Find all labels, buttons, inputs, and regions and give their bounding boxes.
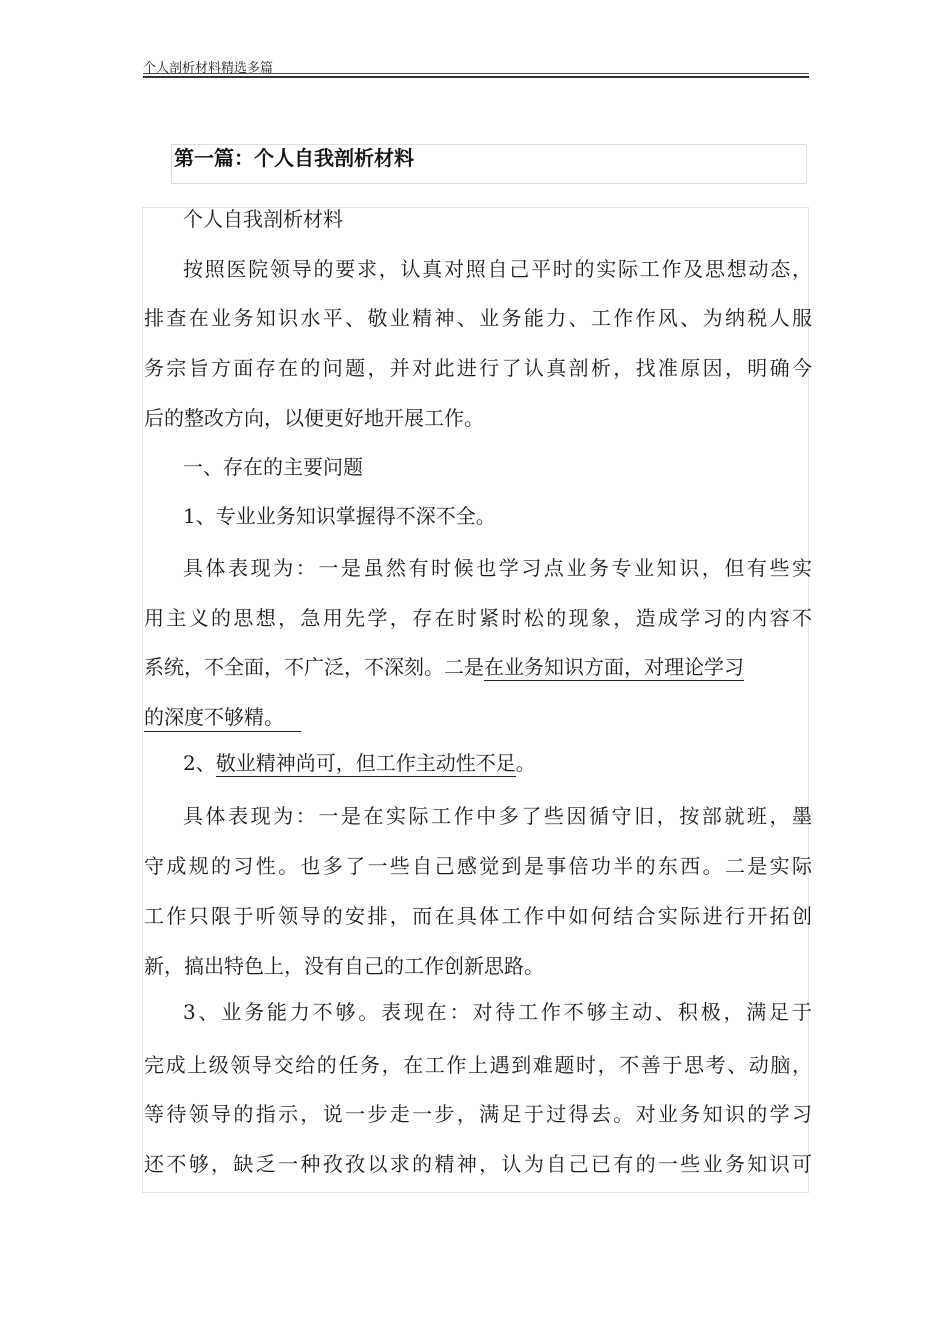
- paragraph-line: 用主义的思想，急用先学，存在时紧时松的现象，造成学习的内容不: [144, 606, 812, 630]
- paragraph-line: 具体表现为：一是在实际工作中多了些因循守旧，按部就班，墨: [183, 804, 812, 828]
- page-header: [143, 56, 809, 78]
- paragraph-line: 3、业务能力不够。表现在：对待工作不够主动、积极，满足于: [183, 1000, 812, 1024]
- paragraph-line: 新，搞出特色上，没有自己的工作创新思路。: [144, 954, 544, 978]
- paragraph-line: 工作只限于听领导的安排，而在具体工作中如何结合实际进行开拓创: [144, 904, 812, 928]
- header-rule-thick: [143, 76, 809, 78]
- section-title-box: [171, 144, 807, 184]
- text-run: 2、: [183, 751, 216, 775]
- paragraph-line: 等待领导的指示，说一步走一步，满足于过得去。对业务知识的学习: [144, 1102, 812, 1126]
- paragraph-line: 排查在业务知识水平、敬业精神、业务能力、工作作风、为纳税人服: [144, 306, 812, 330]
- underline-rule: [144, 731, 301, 732]
- paragraph-line: 具体表现为：一是虽然有时候也学习点业务专业知识，但有些实: [183, 556, 812, 580]
- header-rule-thin: [143, 73, 809, 74]
- section-title: 第一篇：个人自我剖析材料: [174, 146, 414, 170]
- paragraph-line: 务宗旨方面存在的问题，并对此进行了认真剖析，找准原因，明确今: [144, 356, 812, 380]
- section-heading: 一、存在的主要问题: [183, 455, 363, 479]
- list-item: [183, 748, 883, 778]
- header-title: 个人剖析材料精选多篇: [143, 61, 274, 76]
- paragraph-line: 后的整改方向，以便更好地开展工作。: [144, 406, 484, 430]
- doc-subtitle: 个人自我剖析材料: [183, 207, 343, 231]
- underlined-text: 在业务知识方面，对理论学习: [484, 655, 744, 679]
- text-run: 系统，不全面，不广泛，不深刻。二是: [144, 655, 484, 679]
- text-run: 。: [515, 751, 536, 775]
- paragraph-line: 还不够，缺乏一种孜孜以求的精神，认为自己已有的一些业务知识可: [144, 1152, 812, 1176]
- paragraph-line: [144, 652, 844, 682]
- paragraph-line: 守成规的习性。也多了一些自己感觉到是事倍功半的东西。二是实际: [144, 854, 812, 878]
- paragraph-line: 按照医院领导的要求，认真对照自己平时的实际工作及思想动态，: [183, 257, 812, 281]
- list-item: 1、专业业务知识掌握得不深不全。: [183, 504, 496, 528]
- underlined-text: 敬业精神尚可，但工作主动性不足: [215, 751, 516, 775]
- paragraph-line: [144, 702, 844, 732]
- paragraph-line: 完成上级领导交给的任务，在工作上遇到难题时，不善于思考、动脑，: [144, 1053, 812, 1077]
- underlined-text: 的深度不够精。: [144, 705, 284, 729]
